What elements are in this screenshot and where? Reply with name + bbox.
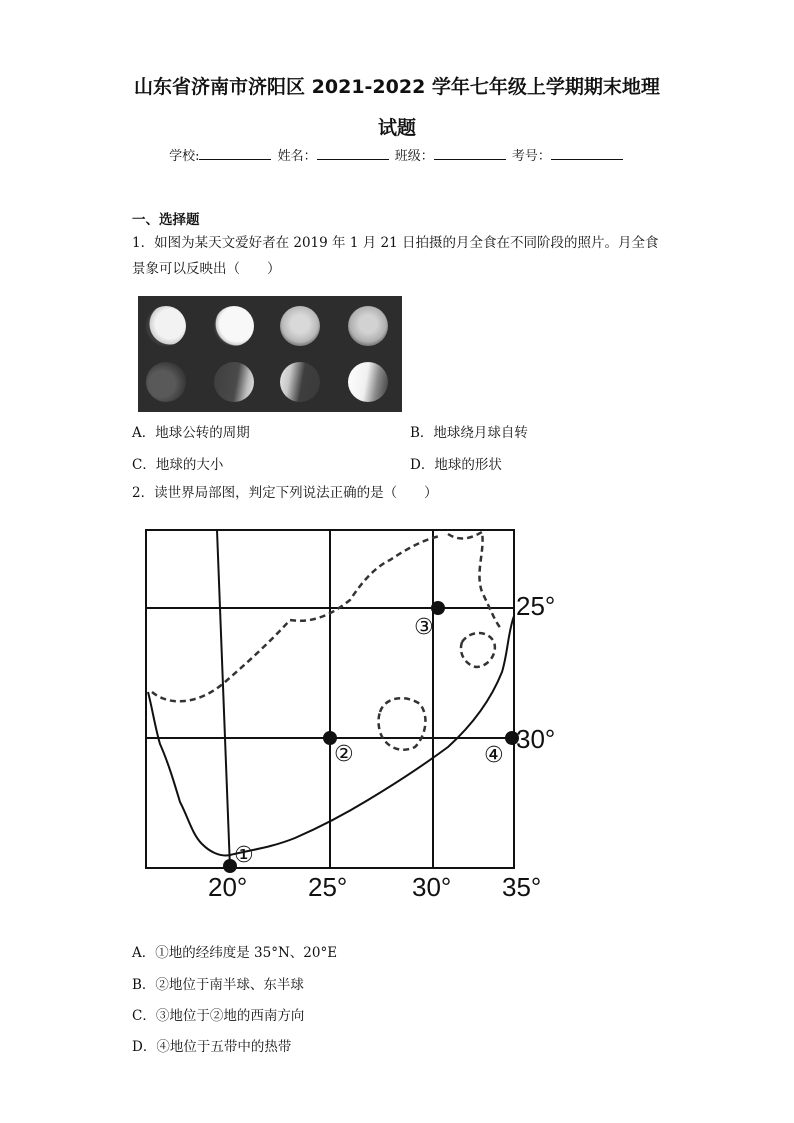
q1-option-b[interactable]: B．地球绕月球自转 bbox=[410, 425, 528, 441]
title-line-1: 山东省济南市济阳区 2021-2022 学年七年级上学期期末地理 bbox=[134, 76, 660, 98]
title-line-2: 试题 bbox=[377, 117, 416, 139]
name-label: 姓名： bbox=[277, 149, 317, 164]
lat-label-30: 30° bbox=[516, 724, 556, 754]
q1-option-c[interactable]: C．地球的大小 bbox=[132, 457, 224, 473]
class-label: 班级： bbox=[394, 149, 434, 164]
school-blank[interactable] bbox=[199, 146, 271, 160]
moon-phase-6 bbox=[214, 362, 254, 402]
moon-phase-5 bbox=[146, 362, 186, 402]
class-blank[interactable] bbox=[434, 146, 506, 160]
point-4-label: ④ bbox=[484, 742, 504, 767]
lesotho-border bbox=[379, 698, 426, 750]
section-heading: 一、选择题 bbox=[132, 212, 200, 228]
moon-phase-2 bbox=[214, 306, 254, 346]
q2-option-d[interactable]: D．④地位于五带中的热带 bbox=[132, 1039, 292, 1055]
moon-phase-3 bbox=[280, 306, 320, 346]
school-label: 学校: bbox=[169, 149, 200, 164]
lunar-eclipse-photo bbox=[138, 296, 402, 412]
q2-option-c[interactable]: C．③地位于②地的西南方向 bbox=[132, 1008, 305, 1024]
q1-option-a[interactable]: A．地球公转的周期 bbox=[132, 425, 250, 441]
point-2-label: ② bbox=[334, 741, 354, 766]
meridian-20 bbox=[217, 530, 230, 868]
eswatini-border bbox=[461, 633, 495, 667]
name-blank[interactable] bbox=[317, 146, 389, 160]
point-3 bbox=[431, 601, 445, 615]
moon-phase-4 bbox=[348, 306, 388, 346]
q2-stem: 2．读世界局部图，判定下列说法正确的是（ ） bbox=[132, 485, 438, 501]
student-info-row bbox=[0, 145, 794, 164]
moon-phase-8 bbox=[348, 362, 388, 402]
q1-stem bbox=[132, 230, 672, 282]
q1-stem-line-1: 1．如图为某天文爱好者在 2019 年 1 月 21 日拍摄的月全食在不同阶段的照片。月全食 bbox=[132, 235, 659, 251]
q2-option-b[interactable]: B．②地位于南半球、东半球 bbox=[132, 977, 304, 993]
lon-label-35: 35° bbox=[502, 872, 542, 902]
exam-number-blank[interactable] bbox=[551, 146, 623, 160]
lat-label-25: 25° bbox=[516, 591, 556, 621]
q1-stem-line-2: 景象可以反映出（ ） bbox=[132, 261, 281, 277]
point-1-label: ① bbox=[234, 842, 254, 867]
exam-number-label: 考号： bbox=[511, 149, 551, 164]
point-3-label: ③ bbox=[414, 614, 434, 639]
lon-label-25: 25° bbox=[308, 872, 348, 902]
national-border bbox=[152, 532, 502, 701]
lon-label-20: 20° bbox=[208, 872, 248, 902]
southern-africa-map bbox=[130, 512, 570, 912]
moon-phase-7 bbox=[280, 362, 320, 402]
lon-label-30: 30° bbox=[412, 872, 452, 902]
moon-phase-1 bbox=[146, 306, 186, 346]
q2-option-a[interactable]: A．①地的经纬度是 35°N、20°E bbox=[132, 945, 338, 961]
q1-option-d[interactable]: D．地球的形状 bbox=[410, 457, 502, 473]
